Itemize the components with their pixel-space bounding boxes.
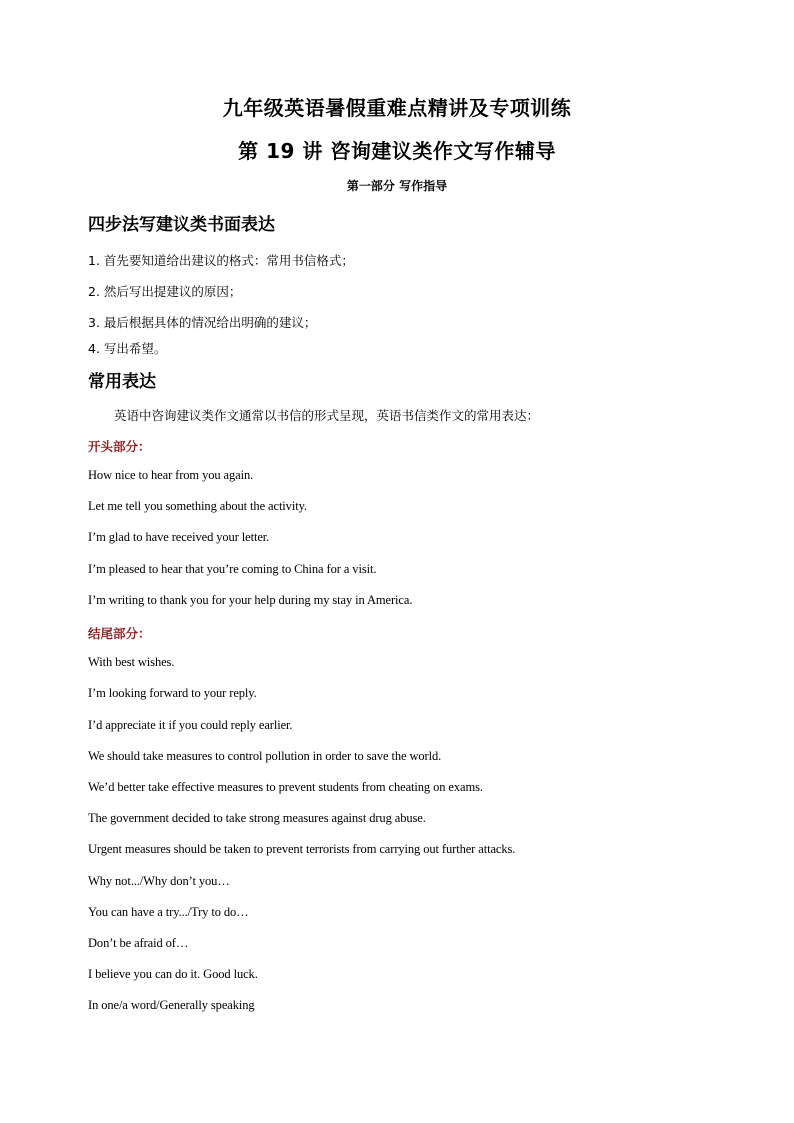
phrase-line: With best wishes. xyxy=(88,655,175,669)
phrase-line: I’m glad to have received your letter. xyxy=(88,530,270,544)
phrase-line: You can have a try.../Try to do… xyxy=(88,905,249,919)
phrase-line: I believe you can do it. Good luck. xyxy=(88,967,258,981)
phrase-line: I’m looking forward to your reply. xyxy=(88,686,257,700)
step-item: 4. 写出希望。 xyxy=(88,341,167,356)
closing-label: 结尾部分： xyxy=(88,626,151,641)
step-item: 1. 首先要知道给出建议的格式：常用书信格式； xyxy=(88,253,354,268)
phrase-line: We should take measures to control pollution in order to save the world. xyxy=(88,749,442,763)
intro-paragraph: 英语中咨询建议类作文通常以书信的形式呈现，英语书信类作文的常用表达： xyxy=(114,408,540,423)
phrase-line: Don’t be afraid of… xyxy=(88,936,189,950)
phrase-line: I’m writing to thank you for your help during my stay in America. xyxy=(88,593,413,607)
phrase-line: I’m pleased to hear that you’re coming to China for a visit. xyxy=(88,562,377,576)
phrase-line: How nice to hear from you again. xyxy=(88,468,254,482)
phrase-line: Why not.../Why don’t you… xyxy=(88,874,230,888)
phrase-line: I’d appreciate it if you could reply earlier. xyxy=(88,718,293,732)
lesson-title: 第 19 讲 咨询建议类作文写作辅导 xyxy=(238,139,556,163)
phrase-line: Let me tell you something about the activity. xyxy=(88,499,307,513)
step-item: 2. 然后写出提建议的原因； xyxy=(88,284,242,299)
step-item: 3. 最后根据具体的情况给出明确的建议； xyxy=(88,315,317,330)
phrase-line: We’d better take effective measures to prevent students from cheating on exams. xyxy=(88,780,483,794)
part-title: 第一部分 写作指导 xyxy=(346,179,448,193)
opening-label: 开头部分： xyxy=(88,439,151,454)
document-title: 九年级英语暑假重难点精讲及专项训练 xyxy=(222,96,572,120)
phrase-line: The government decided to take strong measures against drug abuse. xyxy=(88,811,426,825)
phrase-line: Urgent measures should be taken to prevent terrorists from carrying out further attacks. xyxy=(88,842,516,856)
section-heading-expressions: 常用表达 xyxy=(88,372,156,392)
phrase-line: In one/a word/Generally speaking xyxy=(88,998,255,1012)
section-heading-steps: 四步法写建议类书面表达 xyxy=(88,215,275,235)
